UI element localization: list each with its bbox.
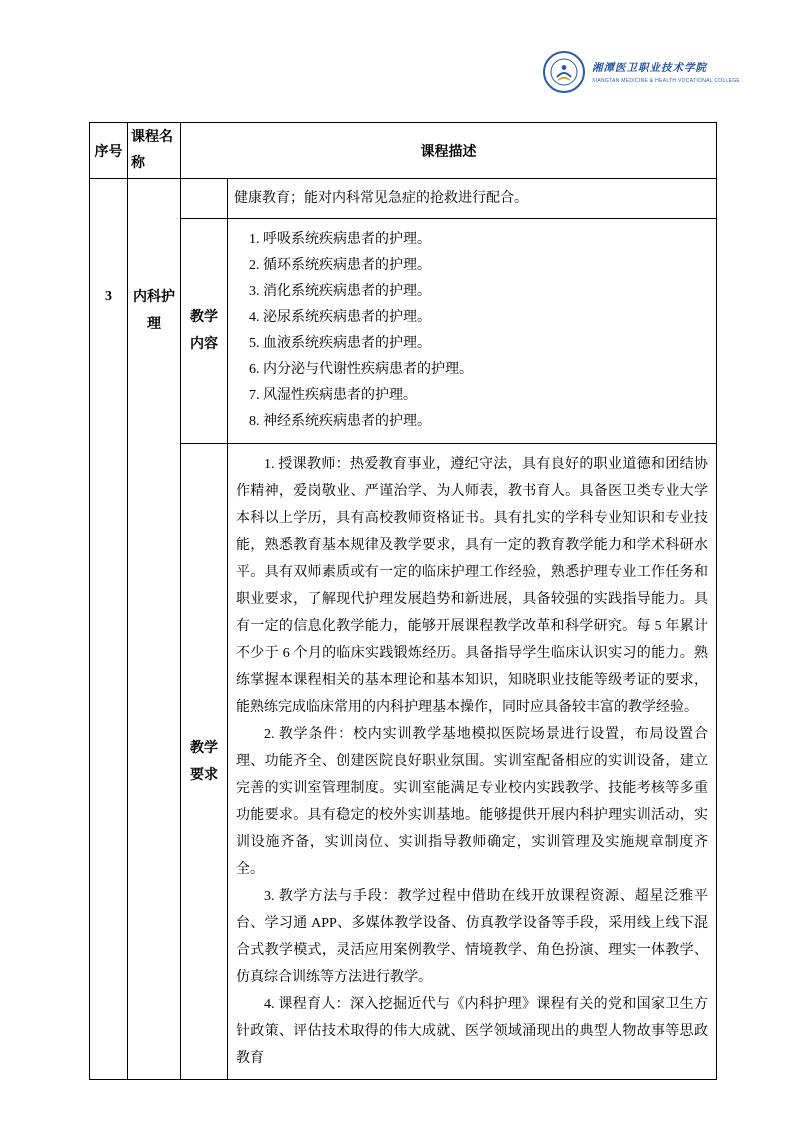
empty-sublabel-cell [181,179,228,219]
requirements-paragraph-conditions: 2. 教学条件：校内实训教学基地模拟医院场景进行设置，布局设置合理、功能齐全、创建医院良好职业氛围。实训室配备相应的实训设备，建立完善的实训室管理制度。实训室能满足专业校内实践教学、技能考核等多重功能要求。具有稳定的校外实训基地。能够提供开展内科护理实训活动，实训设施齐备，实训岗位、实训指导教师确定，实训管理及实施规章制度齐全。 [236,727,708,877]
teaching-requirements-row [90,444,717,1080]
teaching-requirements-label-cell: 教学要求 [181,444,228,1080]
course-description-table [89,122,717,1080]
teaching-content-item: 1. 呼吸系统疾病患者的护理。 [249,232,431,247]
teaching-content-item: 3. 消化系统疾病患者的护理。 [249,284,431,299]
course-name-cell: 内科护理 [128,179,181,1080]
course-index-cell: 3 [90,179,128,1080]
header-cell-index: 序号 [90,123,128,179]
college-name-cn: 湘潭医卫职业技术学院 [592,63,707,74]
requirements-paragraph-methods: 3. 教学方法与手段：教学过程中借助在线开放课程资源、超星泛雅平台、学习通 APP、多媒体教学设备、仿真教学设备等手段，采用线上线下混合式教学模式，灵活应用案例教学、情境教学、角色扮演、理实一体教学、仿真综合训练等方法进行教学。 [236,889,708,985]
requirements-paragraph-ideology: 4. 课程育人：深入挖掘近代与《内科护理》课程有关的党和国家卫生方针政策、评估技术取得的伟大成就、医学领域涌现出的典型人物故事等思政教育 [236,997,708,1066]
college-logo [542,50,740,94]
teaching-content-item: 5. 血液系统疾病患者的护理。 [249,336,431,351]
teaching-content-item: 2. 循环系统疾病患者的护理。 [249,258,431,273]
college-seal-icon [542,50,586,94]
teaching-content-item: 8. 神经系统疾病患者的护理。 [249,414,431,429]
teaching-requirements-cell [228,444,717,1080]
header-cell-course-name: 课程名称 [128,123,181,179]
teaching-content-cell [228,219,717,444]
teaching-content-row [90,219,717,444]
teaching-requirements-text [229,445,715,1078]
teaching-content-item: 4. 泌尿系统疾病患者的护理。 [249,310,431,325]
table-header-row [90,123,717,179]
college-logo-text [592,60,740,84]
continuation-text-cell: 健康教育；能对内科常见急症的抢救进行配合。 [228,179,717,219]
teaching-content-item: 7. 风湿性疾病患者的护理。 [249,388,417,403]
teaching-content-item: 6. 内分泌与代谢性疾病患者的护理。 [249,362,473,377]
college-name-en: XIANGTAN MEDICINE & HEALTH VOCATIONAL COLLEGE [592,78,741,84]
teaching-content-list [229,220,715,442]
teaching-content-label-cell: 教学内容 [181,219,228,444]
continuation-row [90,179,717,219]
requirements-paragraph-teachers: 1. 授课教师：热爱教育事业，遵纪守法，具有良好的职业道德和团结协作精神，爱岗敬业、严谨治学、为人师表，教书育人。具备医卫类专业大学本科以上学历，具有高校教师资格证书。具有扎实的学科专业知识和专业技能，熟悉教育基本规律及教学要求，具有一定的教育教学能力和学术科研水平。具有双师素质或有一定的临床护理工作经验，熟悉护理专业工作任务和职业要求，了解现代护理发展趋势和新进展，具备较强的实践指导能力。具有一定的信息化教学能力，能够开展课程教学改革和科学研究。每 5 年累计不少于 6 个月的临床实践锻炼经历。具备指导学生临床认识实习的能力。熟练掌握本课程相关的基本理论和基本知识，知晓职业技能等级考证的要求，能熟练完成临床常用的内科护理基本操作，同时应具备较丰富的教学经验。 [236,457,708,715]
header-cell-course-description: 课程描述 [181,123,717,179]
